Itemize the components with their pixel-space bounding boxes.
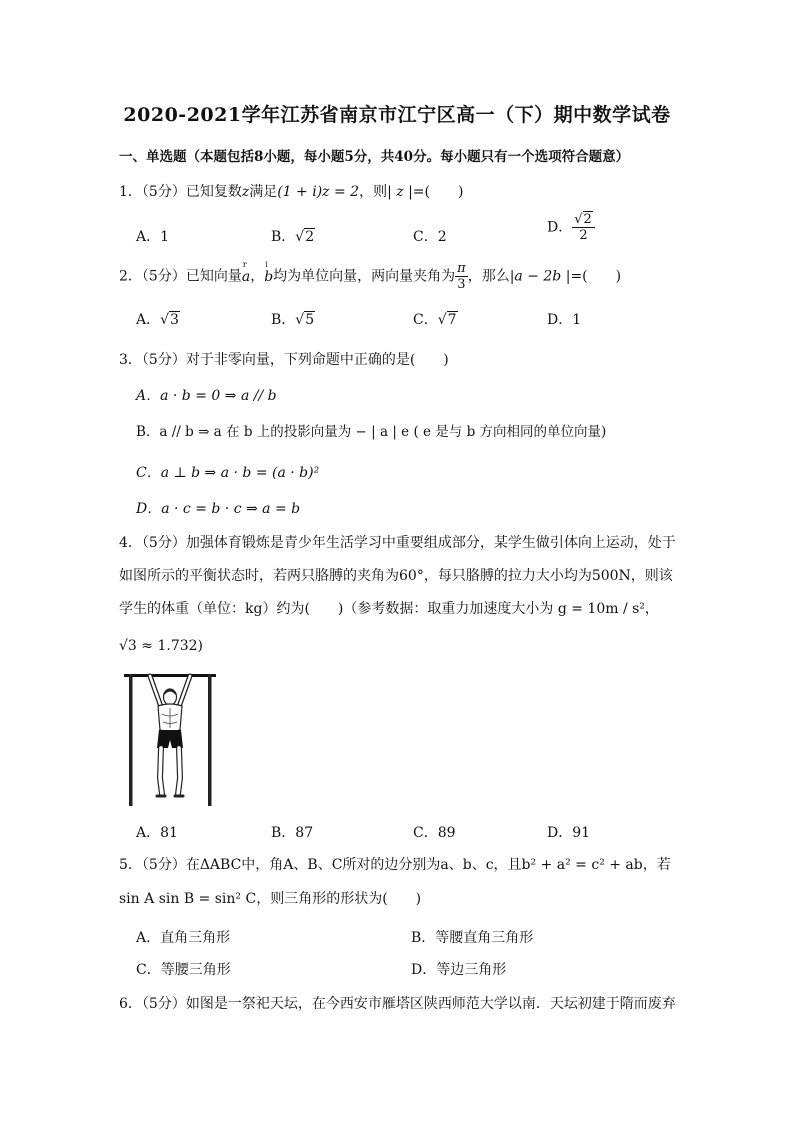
section-heading: 一、单选题（本题包括8小题，每小题5分，共40分。每小题只有一个选项符合题意） — [119, 149, 630, 165]
q1-option-b: B．√2 — [271, 229, 315, 245]
q1-option-d: D． $\frac{√2}{2}$ — [547, 213, 595, 242]
question-6-line-1: 6．（5分）如图是一祭祀天坛，在今西安市雁塔区陕西师范大学以南．天坛初建于隋而废弃 — [119, 996, 676, 1012]
q3-option-b: B．a // b ⇒ a 在 b 上的投影向量为 − | a | e ( e 是与 b 方向相同的单位向量) — [136, 424, 607, 440]
fraction: $\frac{√2}{2}$ — [572, 213, 595, 242]
q3-option-d: D．a · c = b · c ⇒ a = b — [136, 501, 301, 517]
q4-option-c: C．89 — [413, 825, 456, 841]
q5-option-d: D．等边三角形 — [411, 962, 507, 978]
question-3-stem: 3．（5分）对于非零向量，下列命题中正确的是( ) — [119, 352, 449, 368]
q5-option-a: A．直角三角形 — [136, 930, 231, 946]
question-4-line-1: 4．（5分）加强体育锻炼是青少年生活学习中重要组成部分，某学生做引体向上运动，处于 — [119, 535, 676, 551]
q4-option-d: D．91 — [547, 825, 591, 841]
q1-option-c: C．2 — [413, 229, 447, 245]
question-4-line-4: √3 ≈ 1.732) — [119, 638, 203, 654]
q1-option-a: A．1 — [136, 229, 170, 245]
pull-up-figure — [120, 668, 220, 808]
question-4-line-2: 如图所示的平衡状态时，若两只胳膊的夹角为60°，每只胳膊的拉力大小均为500N，则该 — [119, 568, 673, 584]
question-2-stem: 2．（5分）已知向量r a，i b均为单位向量，两向量夹角为 $\frac{\pi}{3}$ ，那么|a − 2b |=( ) — [119, 262, 621, 291]
page-title: 2020-2021学年江苏省南京市江宁区高一（下）期中数学试卷 — [123, 104, 671, 126]
q2-option-d: D．1 — [547, 312, 582, 328]
q5-option-b: B．等腰直角三角形 — [411, 930, 534, 946]
q2-option-b: B．√5 — [271, 312, 315, 328]
q2-option-a: A．√3 — [136, 312, 179, 328]
question-5-line-1: 5．（5分）在ΔABC中，角A、B、C所对的边分别为a、b、c，且b² + a² = c² + ab，若 — [119, 857, 671, 873]
q5-option-c: C．等腰三角形 — [136, 962, 231, 978]
fraction: $\frac{\pi}{3}$ — [457, 261, 466, 292]
question-4-line-3: 学生的体重（单位：kg）约为( )（参考数据：取重力加速度大小为 g = 10m / s²， — [119, 601, 659, 617]
q4-option-a: A．81 — [136, 825, 178, 841]
question-1-stem: 1．（5分）已知复数z满足(1 + i)z = 2，则| z |=( ) — [119, 184, 464, 200]
q4-option-b: B．87 — [271, 825, 314, 841]
q2-option-c: C．√7 — [413, 312, 457, 328]
question-5-line-2: sin A sin B = sin² C，则三角形的形状为( ) — [119, 891, 422, 907]
q3-option-a: A．a · b = 0 ⇒ a // b — [136, 388, 277, 404]
q3-option-c: C．a ⊥ b ⇒ a · b = (a · b)² — [136, 465, 320, 481]
